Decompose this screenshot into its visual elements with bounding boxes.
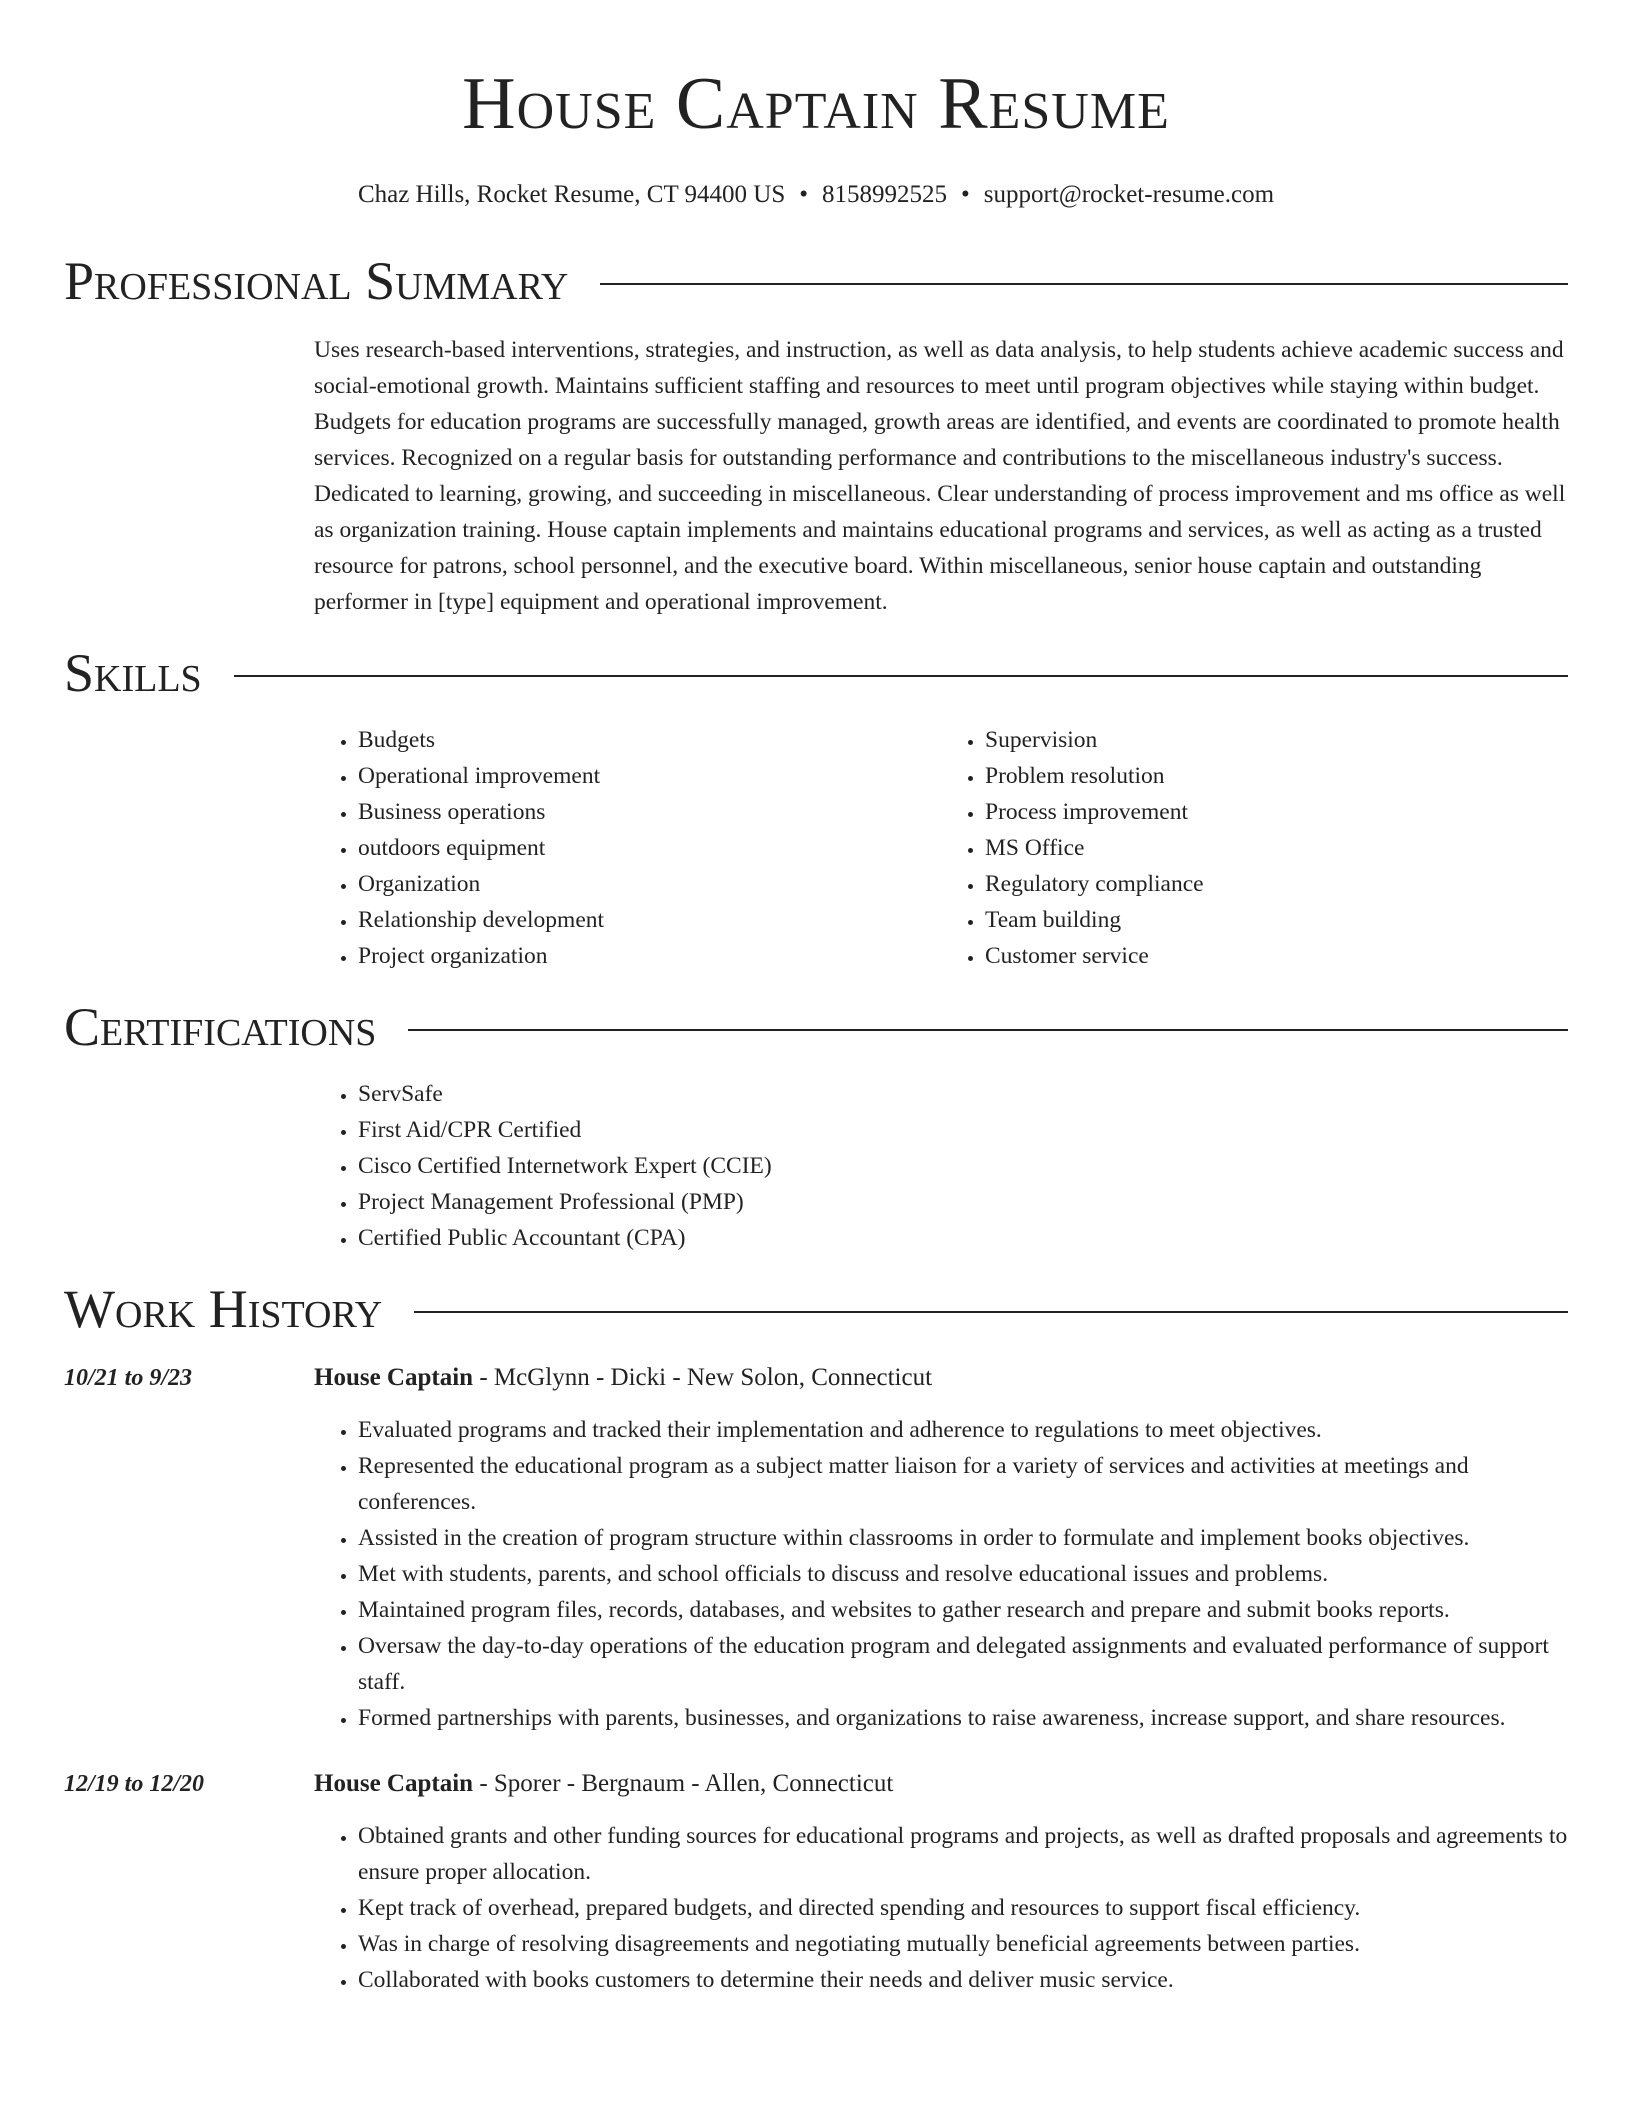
section-divider — [600, 283, 1568, 285]
resume-title: House Captain Resume — [462, 63, 1170, 145]
contact-phone: 8158992525 — [822, 181, 947, 208]
skills-section-header — [64, 638, 1568, 708]
contact-line — [64, 178, 1568, 212]
job-bullet: • Obtained grants and other funding sources for educational programs and projects, as well as drafted proposals and agreements to ensure proper allocation. — [358, 1818, 1568, 1890]
job-bullet: • Maintained program files, records, databases, and websites to gather research and prepare and submit books reports. — [358, 1592, 1568, 1628]
job-heading — [314, 1766, 1568, 1802]
skill-item: • MS Office — [985, 830, 1568, 866]
contact-email: support@rocket-resume.com — [983, 181, 1275, 208]
summary-heading: Professional Summary — [64, 251, 569, 311]
certifications-list — [314, 1076, 1568, 1256]
skill-item: • Regulatory compliance — [985, 866, 1568, 902]
skill-item: • outdoors equipment — [358, 830, 941, 866]
section-divider — [234, 675, 1568, 677]
skill-item: • Team building — [985, 902, 1568, 938]
job-heading — [314, 1360, 1568, 1396]
job-bullet: • Represented the educational program as a subject matter liaison for a variety of services and activities at meetings and conferences. — [358, 1448, 1568, 1520]
skills-list — [314, 722, 1568, 974]
job-body — [314, 1360, 1568, 1736]
work-history-section-header — [64, 1274, 1568, 1344]
skills-column-right — [941, 722, 1568, 974]
job-title: House Captain — [314, 1364, 474, 1391]
certifications-heading: Certifications — [64, 997, 377, 1057]
skill-item: • Project organization — [358, 938, 941, 974]
skill-item: • Problem resolution — [985, 758, 1568, 794]
skill-item: • Budgets — [358, 722, 941, 758]
skill-item: • Customer service — [985, 938, 1568, 974]
skill-item: • Process improvement — [985, 794, 1568, 830]
job-bullet: • Formed partnerships with parents, businesses, and organizations to raise awareness, increase support, and share resources. — [358, 1700, 1568, 1736]
skills-column-left — [314, 722, 941, 974]
certification-item: • Project Management Professional (PMP) — [358, 1184, 1568, 1220]
section-divider — [408, 1029, 1568, 1031]
certification-item: • Certified Public Accountant (CPA) — [358, 1220, 1568, 1256]
job-entry — [64, 1360, 1568, 1736]
work-history-heading: Work History — [64, 1279, 383, 1339]
section-divider — [414, 1311, 1568, 1313]
job-body — [314, 1766, 1568, 1998]
job-dates: 10/21 to 9/23 — [64, 1365, 193, 1391]
certification-item: • ServSafe — [358, 1076, 1568, 1112]
job-employer-location: - Sporer - Bergnaum - Allen, Connecticut — [473, 1770, 894, 1797]
skill-item: • Relationship development — [358, 902, 941, 938]
summary-text: Uses research-based interventions, strategies, and instruction, as well as data analysis, to help students achieve academic success and social-emotional growth. Maintains sufficient staffing and resources to meet until program objectives while staying within budget. Budgets for education programs are successfully managed, growth areas are identified, and events are coordinated to promote health services. Recognized on a regular basis for outstanding performance and contributions to the miscellaneous industry's success. Dedicated to learning, growing, and succeeding in miscellaneous. Clear understanding of process improvement and ms office as well as organization training. House captain implements and maintains educational programs and services, as well as acting as a trusted resource for patrons, school personnel, and the executive board. Within miscellaneous, senior house captain and outstanding performer in [type] equipment and operational improvement. — [314, 337, 1566, 615]
contact-separator: • — [799, 181, 808, 208]
job-bullet: • Assisted in the creation of program structure within classrooms in order to formulate and implement books objectives. — [358, 1520, 1568, 1556]
contact-address: Chaz Hills, Rocket Resume, CT 94400 US — [357, 181, 786, 208]
job-bullet: • Oversaw the day-to-day operations of the education program and delegated assignments and evaluated performance of support staff. — [358, 1628, 1568, 1700]
job-bullet: • Kept track of overhead, prepared budgets, and directed spending and resources to support fiscal efficiency. — [358, 1890, 1568, 1926]
job-bullet: • Collaborated with books customers to determine their needs and deliver music service. — [358, 1962, 1568, 1998]
certification-item: • First Aid/CPR Certified — [358, 1112, 1568, 1148]
job-title: House Captain — [314, 1770, 474, 1797]
contact-separator: • — [961, 181, 970, 208]
job-bullet: • Met with students, parents, and school officials to discuss and resolve educational issues and problems. — [358, 1556, 1568, 1592]
certification-item: • Cisco Certified Internetwork Expert (CCIE) — [358, 1148, 1568, 1184]
job-bullet: • Evaluated programs and tracked their implementation and adherence to regulations to meet objectives. — [358, 1412, 1568, 1448]
job-employer-location: - McGlynn - Dicki - New Solon, Connecticut — [473, 1364, 933, 1391]
skill-item: • Business operations — [358, 794, 941, 830]
job-dates: 12/19 to 12/20 — [64, 1771, 205, 1797]
skills-heading: Skills — [64, 643, 202, 703]
job-bullets — [314, 1412, 1568, 1736]
certifications-items — [314, 1076, 1568, 1256]
job-entry — [64, 1766, 1568, 1998]
summary-section-header — [64, 246, 1568, 316]
skill-item: • Operational improvement — [358, 758, 941, 794]
skill-item: • Supervision — [985, 722, 1568, 758]
job-bullets — [314, 1818, 1568, 1998]
job-bullet: • Was in charge of resolving disagreements and negotiating mutually beneficial agreements between parties. — [358, 1926, 1568, 1962]
certifications-section-header — [64, 992, 1568, 1062]
skill-item: • Organization — [358, 866, 941, 902]
